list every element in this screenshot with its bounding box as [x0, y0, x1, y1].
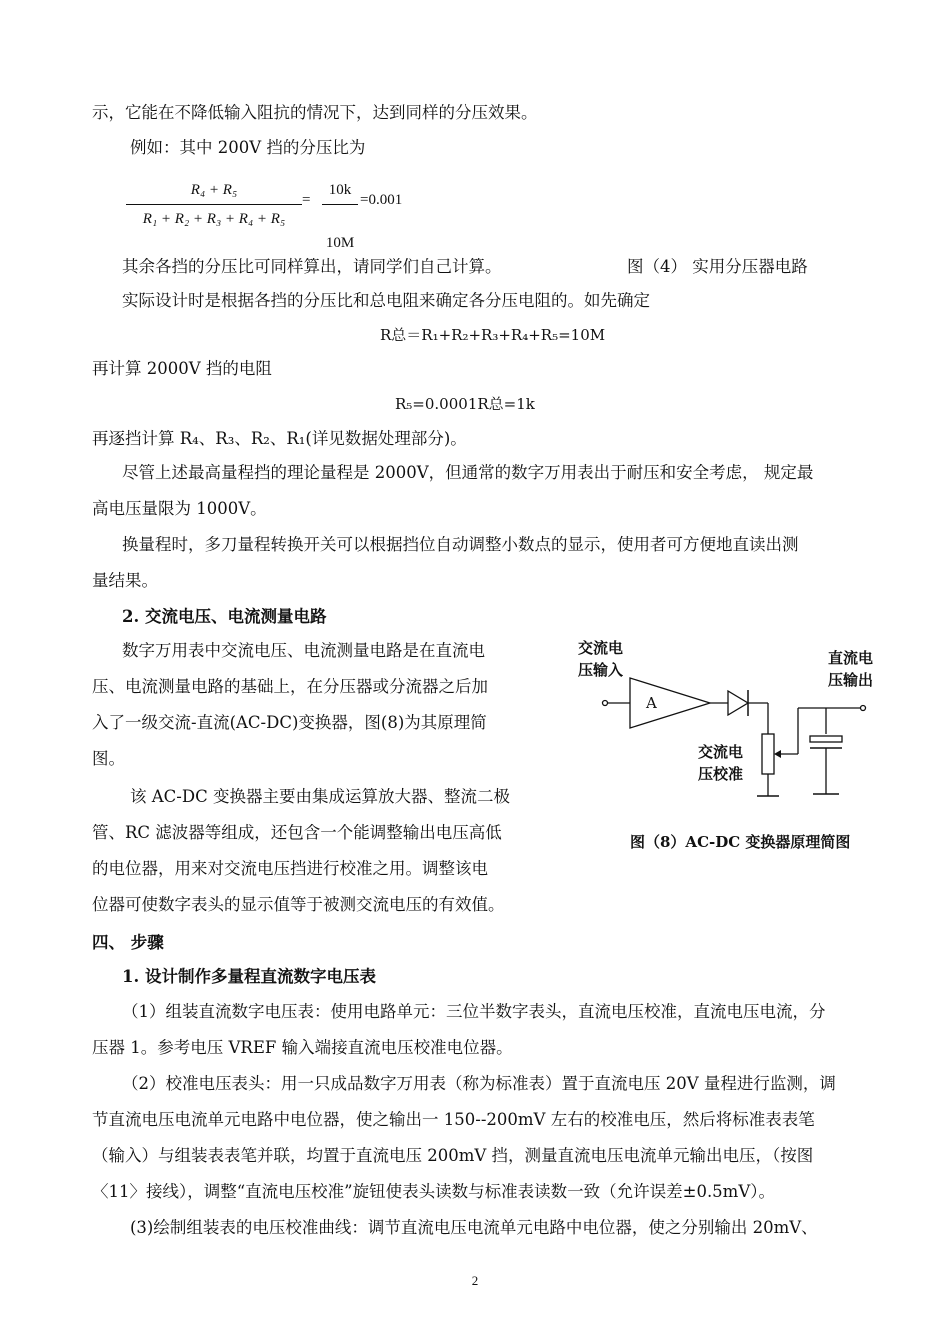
paragraph-line: 例如：其中 200V 挡的分压比为: [130, 138, 366, 157]
equation: R总＝R₁+R₂+R₃+R₄+R₅=10M: [380, 326, 606, 344]
figure-caption: 图（4） 实用分压器电路: [627, 257, 808, 276]
equation: R₅=0.0001R总=1k: [395, 395, 535, 413]
output-terminal: [861, 706, 866, 711]
paragraph-line: 管、RC 滤波器等组成，还包含一个能调整输出电压高低: [92, 823, 502, 842]
paragraph-line: 尽管上述最高量程挡的理论量程是 2000V，但通常的数字万用表出于耐压和安全考虑， 规定最: [122, 463, 814, 482]
paragraph-line: (3)绘制组装表的电压校准曲线：调节直流电压电流单元电路中电位器，使之分别输出 20mV、: [130, 1218, 818, 1237]
paragraph-line: 压、电流测量电路的基础上，在分压器或分流器之后加: [92, 677, 488, 696]
paragraph-line: 高电压量限为 1000V。: [92, 499, 267, 518]
paragraph-line: 实际设计时是根据各挡的分压比和总电阻来确定各分压电阻的。如先确定: [122, 291, 650, 310]
paragraph-line: 的电位器，用来对交流电压挡进行校准之用。调整该电: [92, 859, 488, 878]
calibration-label: 交流电: [698, 743, 744, 761]
amp-label: A: [646, 694, 657, 712]
section-heading: 四、 步骤: [92, 933, 164, 952]
section-heading: 2. 交流电压、电流测量电路: [122, 607, 327, 626]
ac-dc-diagram: [570, 630, 874, 870]
potentiometer-symbol: [762, 734, 774, 774]
formula-numerator: R₄ + R₅: [190, 182, 238, 198]
page-number: 2: [471, 1273, 479, 1288]
paragraph-line: 位器可使数字表头的显示值等于被测交流电压的有效值。: [92, 895, 505, 914]
paragraph-line: 〈11〉接线），调整“直流电压校准”旋钮使表头读数与标准表读数一致（允许误差±0.5mV）。: [92, 1182, 775, 1201]
diagram-caption: 图（8）AC-DC 变换器原理简图: [630, 833, 851, 851]
paragraph-line: 换量程时，多刀量程转换开关可以根据挡位自动调整小数点的显示，使用者可方便地直读出测: [122, 535, 799, 554]
formula-ratio: [322, 178, 358, 255]
paragraph-line: 节直流电压电流单元电路中电位器，使之输出一 150--200mV 左右的校准电压，然后将标准表表笔: [92, 1110, 815, 1129]
wiper-arrow: [774, 750, 781, 758]
output-label: 直流电: [828, 649, 874, 667]
paragraph-line: 再计算 2000V 挡的电阻: [92, 359, 272, 378]
formula-denominator: R₁ + R₂ + R₃ + R₄ + R₅: [142, 211, 286, 227]
formula-ratio-num: 10k: [328, 182, 352, 198]
formula-equals: =: [302, 192, 311, 208]
subsection-heading: 1. 设计制作多量程直流数字电压表: [122, 967, 376, 986]
input-terminal: [603, 701, 608, 706]
paragraph-line: 量结果。: [92, 571, 158, 590]
paragraph-line: 入了一级交流-直流(AC-DC)变换器，图(8)为其原理简: [92, 713, 487, 732]
paragraph-line: 该 AC-DC 变换器主要由集成运算放大器、整流二极: [130, 787, 510, 806]
paragraph-line: 压器 1。参考电压 VREF 输入端接直流电压校准电位器。: [92, 1038, 513, 1057]
calibration-label: 压校准: [698, 765, 744, 783]
input-label: 交流电: [578, 639, 624, 657]
paragraph-line: （1）组装直流数字电压表：使用电路单元：三位半数字表头，直流电压校准，直流电压电流，分: [122, 1002, 826, 1021]
paragraph-line: （输入）与组装表表笔并联，均置于直流电压 200mV 挡，测量直流电压电流单元输出电压，（按图: [92, 1146, 814, 1165]
formula-ratio-den: 10M: [325, 235, 355, 251]
op-amp-symbol: [630, 678, 710, 728]
paragraph-line: （2）校准电压表头：用一只成品数字万用表（称为标准表）置于直流电压 20V 量程进行监测，调: [122, 1074, 836, 1093]
formula-fraction: [126, 178, 302, 231]
paragraph-line: 数字万用表中交流电压、电流测量电路是在直流电: [122, 641, 485, 660]
paragraph-line: 图。: [92, 749, 125, 768]
paragraph-line: 再逐挡计算 R₄、R₃、R₂、R₁(详见数据处理部分)。: [92, 429, 467, 448]
formula-result: =0.001: [360, 192, 403, 208]
output-label: 压输出: [828, 671, 874, 689]
paragraph-line: 其余各挡的分压比可同样算出，请同学们自己计算。: [122, 257, 502, 276]
capacitor-symbol: [810, 736, 842, 742]
diode-symbol: [728, 691, 748, 715]
paragraph-line: 示，它能在不降低输入阻抗的情况下，达到同样的分压效果。: [92, 103, 538, 122]
input-label: 压输入: [578, 661, 624, 679]
